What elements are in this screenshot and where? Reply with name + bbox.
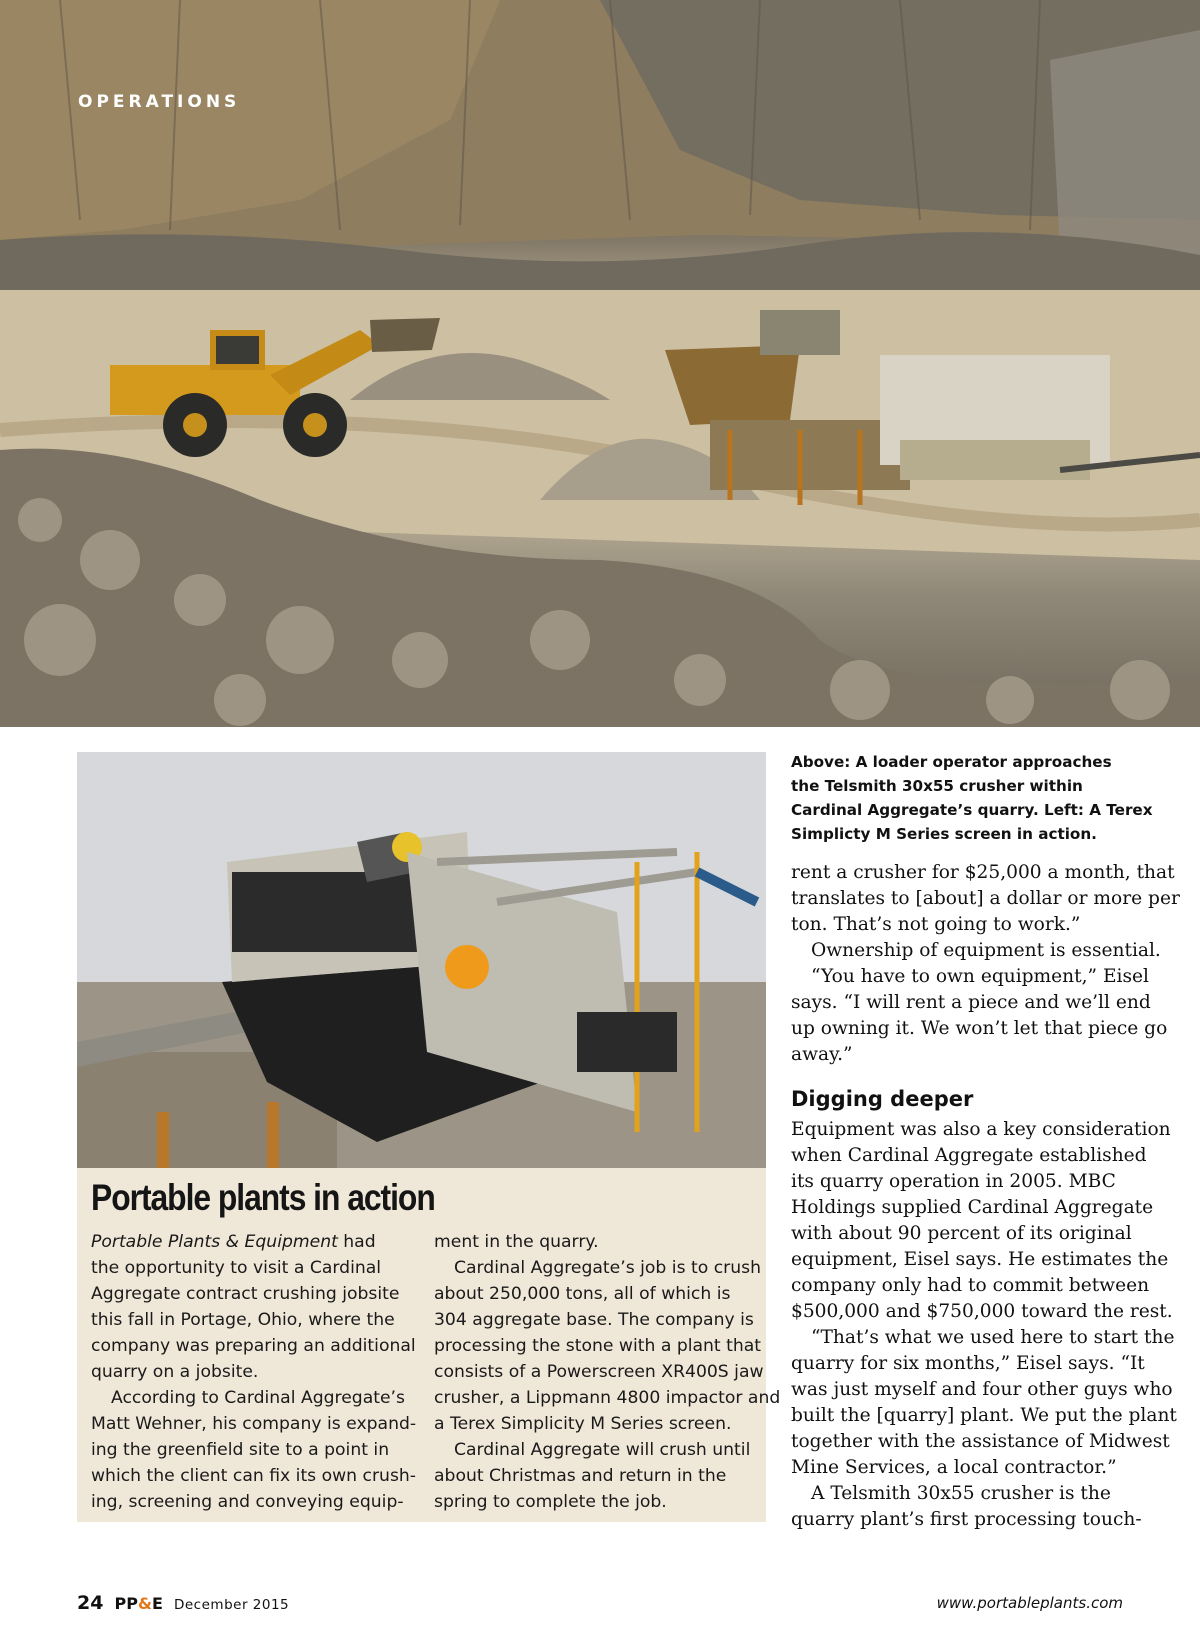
caption-line: Simplicty M Series screen in action.	[791, 825, 1097, 843]
body-line: Holdings supplied Cardinal Aggregate	[791, 1197, 1154, 1218]
sidebar-text-line: a Terex Simplicity M Series screen.	[434, 1414, 732, 1434]
body-line: quarry for six months,” Eisel says. “It	[791, 1353, 1145, 1374]
issue-date: December 2015	[173, 1597, 290, 1613]
body-line: Equipment was also a key consideration	[791, 1119, 1171, 1140]
sidebar-text-line: about 250,000 tons, all of which is	[434, 1284, 731, 1304]
sidebar-text-line: processing the stone with a plant that	[434, 1336, 762, 1356]
body-line: with about 90 percent of its original	[791, 1223, 1132, 1244]
sidebar-text-line: ing, screening and conveying equip-	[91, 1492, 404, 1512]
page-footer	[77, 1592, 289, 1614]
body-line: when Cardinal Aggregate established	[791, 1145, 1147, 1166]
body-line: was just myself and four other guys who	[791, 1379, 1173, 1400]
body-line: quarry plant’s first processing touch-	[791, 1509, 1142, 1530]
sidebar-text-line: quarry on a jobsite.	[91, 1362, 259, 1382]
sidebar-text-line: 304 aggregate base. The company is	[434, 1310, 754, 1330]
sidebar-text-line: According to Cardinal Aggregate’s	[111, 1388, 405, 1408]
sidebar-column-1	[91, 1229, 417, 1515]
sidebar-text-line: Portable Plants & Equipment had	[91, 1232, 376, 1252]
sidebar-text-line: company was preparing an additional	[91, 1336, 416, 1356]
body-line: “That’s what we used here to start the	[811, 1327, 1175, 1348]
subhead: Digging deeper	[791, 1087, 974, 1111]
body-line: away.”	[791, 1044, 853, 1065]
photo-caption	[791, 750, 1153, 846]
terex-screen-photo	[77, 752, 766, 1168]
website-url[interactable]: www.portableplants.com	[936, 1594, 1123, 1612]
caption-line: Above: A loader operator approaches	[791, 753, 1112, 771]
caption-line: the Telsmith 30x55 crusher within	[791, 777, 1083, 795]
sidebar-text-line: this fall in Portage, Ohio, where the	[91, 1310, 395, 1330]
body-line: up owning it. We won’t let that piece go	[791, 1018, 1168, 1039]
body-line: equipment, Eisel says. He estimates the	[791, 1249, 1169, 1270]
body-line: $500,000 and $750,000 toward the rest.	[791, 1301, 1173, 1322]
terex-screen-illustration	[77, 752, 766, 1168]
body-line: A Telsmith 30x55 crusher is the	[811, 1483, 1111, 1504]
hero-quarry-photo	[0, 0, 1200, 727]
sidebar-text-line: consists of a Powerscreen XR400S jaw	[434, 1362, 764, 1382]
caption-line: Cardinal Aggregate’s quarry. Left: A Terex	[791, 801, 1153, 819]
sidebar-text-line: ment in the quarry.	[434, 1232, 599, 1252]
body-line: Ownership of equipment is essential.	[811, 940, 1161, 961]
sidebar-text-line: Aggregate contract crushing jobsite	[91, 1284, 400, 1304]
sidebar-column-2	[434, 1229, 781, 1515]
body-line: translates to [about] a dollar or more per	[791, 888, 1180, 909]
body-line: company only had to commit between	[791, 1275, 1150, 1296]
sidebar-title: Portable plants in action	[91, 1177, 435, 1218]
sidebar-text-line: the opportunity to visit a Cardinal	[91, 1258, 382, 1278]
sidebar-text-line: which the client can fix its own crush-	[91, 1466, 416, 1486]
sidebar-box	[77, 752, 781, 1522]
body-line: Mine Services, a local contractor.”	[791, 1457, 1117, 1478]
body-line: together with the assistance of Midwest	[791, 1431, 1170, 1452]
body-line: says. “I will rent a piece and we’ll end	[791, 992, 1151, 1013]
sidebar-text-line: Cardinal Aggregate will crush until	[454, 1440, 751, 1460]
sidebar-text-line: spring to complete the job.	[434, 1492, 667, 1512]
publication-name: Portable Plants & Equipment	[91, 1232, 338, 1252]
body-line: built the [quarry] plant. We put the plant	[791, 1405, 1177, 1426]
sidebar-text-line: ing the greenfield site to a point in	[91, 1440, 390, 1460]
magazine-logo: PP&E	[114, 1594, 163, 1613]
body-line: ton. That’s not going to work.”	[791, 914, 1081, 935]
article-body-bottom	[791, 1117, 1177, 1533]
sidebar-text-line: about Christmas and return in the	[434, 1466, 727, 1486]
sidebar-text-line: crusher, a Lippmann 4800 impactor and	[434, 1388, 781, 1408]
body-line: “You have to own equipment,” Eisel	[811, 966, 1149, 987]
sidebar-text-line: Cardinal Aggregate’s job is to crush	[454, 1258, 761, 1278]
sidebar-text-line: Matt Wehner, his company is expand-	[91, 1414, 417, 1434]
body-line: its quarry operation in 2005. MBC	[791, 1171, 1116, 1192]
page-number: 24	[77, 1592, 104, 1614]
section-label: OPERATIONS	[78, 92, 241, 112]
body-line: rent a crusher for $25,000 a month, that	[791, 862, 1175, 883]
article-body-top	[791, 860, 1180, 1068]
